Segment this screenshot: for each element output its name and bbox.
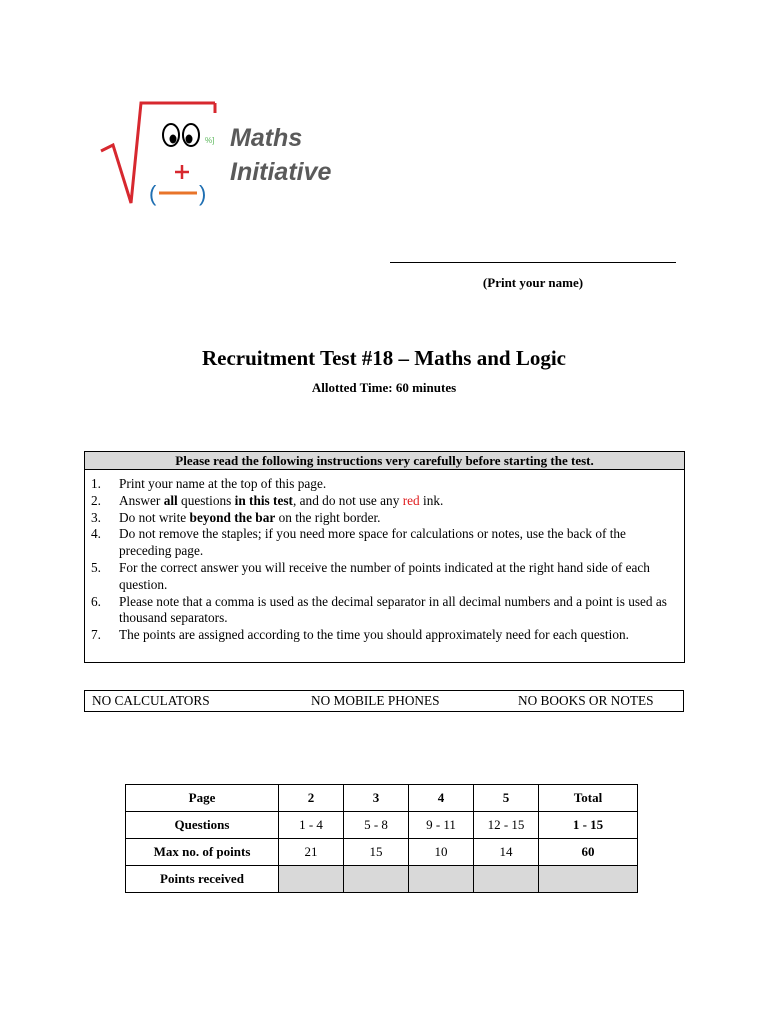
instruction-text — [119, 493, 674, 510]
name-caption: (Print your name) — [482, 275, 584, 290]
text-run: on the right border. — [275, 509, 381, 525]
table-cell-total: 1 - 15 — [539, 812, 638, 839]
instructions-list — [85, 470, 684, 644]
rule-no-books-or-notes: NO BOOKS OR NOTES — [518, 693, 654, 708]
table-cell-total: Total — [539, 785, 638, 812]
points-received-cell[interactable] — [279, 866, 344, 893]
table-cell: 5 - 8 — [344, 812, 409, 839]
logo-text-line1: Maths — [230, 124, 303, 152]
row-label: Questions — [126, 812, 279, 839]
text-run-bold: in this test — [234, 492, 293, 508]
instruction-number: 5. — [91, 559, 101, 575]
table-cell: 21 — [279, 839, 344, 866]
row-label: Points received — [126, 866, 279, 893]
instruction-text: Print your name at the top of this page. — [119, 476, 327, 491]
svg-text:(: ( — [149, 181, 157, 206]
table-row-questions — [126, 812, 638, 839]
table-cell: 4 — [409, 785, 474, 812]
points-received-total-cell[interactable] — [539, 866, 638, 893]
table-row-max-points — [126, 839, 638, 866]
score-table — [125, 784, 638, 893]
row-label: Page — [126, 785, 279, 812]
svg-text:): ) — [199, 181, 207, 206]
table-cell: 12 - 15 — [474, 812, 539, 839]
instruction-text: The points are assigned according to the time you should approximately need for each question. — [119, 627, 629, 643]
instruction-item — [91, 594, 674, 628]
points-received-cell[interactable] — [474, 866, 539, 893]
table-cell: 3 — [344, 785, 409, 812]
instruction-text: Please note that a comma is used as the decimal separator in all decimal numbers and a point is used as thousand separators. — [119, 593, 667, 626]
instructions-heading: Please read the following instructions very carefully before starting the test. — [85, 452, 684, 470]
table-row-page — [126, 785, 638, 812]
text-run: ink. — [419, 492, 444, 508]
rules-bar — [84, 690, 684, 712]
text-run-red: red — [402, 492, 420, 508]
instruction-item — [91, 526, 674, 560]
instruction-item — [91, 510, 674, 527]
rule-no-mobile-phones: NO MOBILE PHONES — [311, 693, 440, 708]
table-cell: 9 - 11 — [409, 812, 474, 839]
table-cell: 14 — [474, 839, 539, 866]
instruction-item — [91, 476, 674, 493]
text-run-bold: all — [163, 492, 178, 508]
instruction-number: 6. — [91, 593, 101, 609]
table-cell: 10 — [409, 839, 474, 866]
maths-initiative-logo — [93, 93, 343, 220]
text-run: questions — [177, 492, 235, 508]
instruction-text — [119, 510, 674, 527]
allotted-time: Allotted Time: 60 minutes — [311, 380, 457, 395]
text-run-bold: beyond the bar — [189, 509, 276, 525]
instruction-number: 3. — [91, 509, 101, 525]
instruction-number: 7. — [91, 627, 101, 643]
instruction-number: 2. — [91, 492, 101, 508]
rule-no-calculators: NO CALCULATORS — [92, 693, 210, 708]
table-cell: 5 — [474, 785, 539, 812]
table-cell-total: 60 — [539, 839, 638, 866]
instruction-number: 1. — [91, 476, 101, 491]
instruction-text: Do not remove the staples; if you need more space for calculations or notes, use the back of the preceding page. — [119, 526, 626, 559]
svg-text:%]: %] — [205, 136, 215, 145]
instruction-number: 4. — [91, 526, 101, 542]
instructions-box — [84, 451, 685, 663]
table-cell: 15 — [344, 839, 409, 866]
points-received-cell[interactable] — [344, 866, 409, 893]
table-cell: 2 — [279, 785, 344, 812]
logo-text-line2: Initiative — [230, 158, 332, 186]
text-run: Do not write — [119, 509, 190, 525]
table-row-points-received — [126, 866, 638, 893]
text-run: , and do not use any — [293, 492, 403, 508]
points-received-cell[interactable] — [409, 866, 474, 893]
instruction-item — [91, 560, 674, 594]
table-cell: 1 - 4 — [279, 812, 344, 839]
row-label: Max no. of points — [126, 839, 279, 866]
instruction-text: For the correct answer you will receive the number of points indicated at the right hand side of each question. — [119, 559, 650, 592]
text-run: Answer — [119, 492, 164, 508]
instruction-item — [91, 627, 674, 644]
instruction-item — [91, 493, 674, 510]
name-write-line[interactable] — [390, 262, 676, 263]
page-title: Recruitment Test #18 – Maths and Logic — [202, 346, 566, 370]
